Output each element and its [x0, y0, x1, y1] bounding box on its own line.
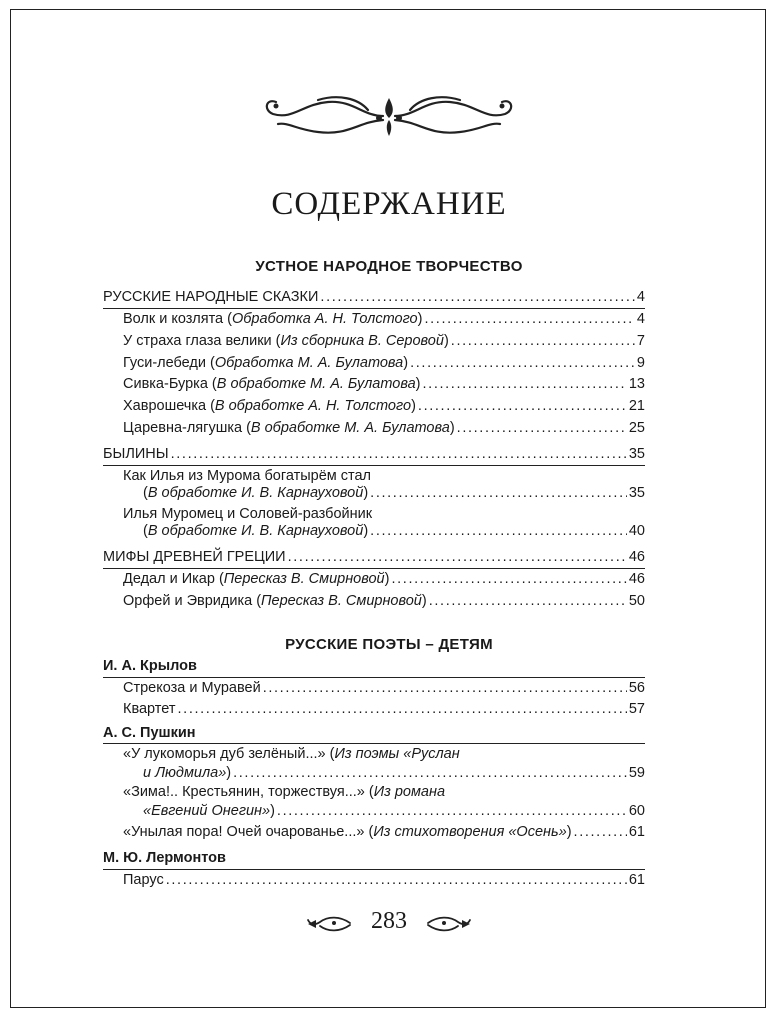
- page-number: 283: [371, 908, 407, 934]
- page-title: СОДЕРЖАНИЕ: [271, 186, 507, 222]
- toc-entry[interactable]: «Унылая пора! Очей очарованье...» (Из стихотворения «Осень») . . . 61: [123, 822, 645, 842]
- section-heading-poets: РУССКИЕ ПОЭТЫ – ДЕТЯМ: [285, 636, 493, 653]
- toc-entry-line: «Зима!.. Крестьянин, торжествуя...» (Из романа: [123, 784, 446, 800]
- author-krylov: И. А. Крылов: [103, 658, 197, 674]
- decorative-ornament-icon: [258, 90, 520, 142]
- toc-entry[interactable]: Волк и козлята (Обработка А. Н. Толстого) . . . 4: [123, 309, 645, 329]
- toc-entry[interactable]: «Евгений Онегин») . . . 60: [143, 801, 645, 821]
- toc-entry[interactable]: Гуси-лебеди (Обработка М. А. Булатова) . . . 9: [123, 353, 645, 373]
- toc-entry[interactable]: Хаврошечка (В обработке А. Н. Толстого) . . . 21: [123, 396, 645, 416]
- author-lermontov: М. Ю. Лермонтов: [103, 850, 226, 866]
- toc-entry[interactable]: (В обработке И. В. Карнауховой) . . . 40: [143, 521, 645, 541]
- author-pushkin: А. С. Пушкин: [103, 725, 196, 741]
- toc-entry[interactable]: и Людмила») . . . 59: [143, 763, 645, 783]
- toc-entry[interactable]: Квартет . . . 57: [123, 699, 645, 719]
- toc-entry[interactable]: Сивка-Бурка (В обработке М. А. Булатова) . . . 13: [123, 374, 645, 394]
- toc-entry-folk-tales[interactable]: РУССКИЕ НАРОДНЫЕ СКАЗКИ . . . 4: [103, 287, 645, 307]
- toc-entry-line: Илья Муромец и Соловей-разбойник: [123, 506, 373, 522]
- toc-entry-bylinas[interactable]: БЫЛИНЫ . . . 35: [103, 444, 645, 464]
- toc-entry-line: «У лукоморья дуб зелёный...» (Из поэмы «Руслан: [123, 746, 460, 762]
- toc-entry[interactable]: Дедал и Икар (Пересказ В. Смирновой) . . . 46: [123, 569, 645, 589]
- toc-entry[interactable]: (В обработке И. В. Карнауховой) . . . 35: [143, 483, 645, 503]
- toc-entry[interactable]: У страха глаза велики (Из сборника В. Серовой) . . . 7: [123, 331, 645, 351]
- toc-entry-line: Как Илья из Мурома богатырём стал: [123, 468, 372, 484]
- toc-entry[interactable]: Орфей и Эвридика (Пересказ В. Смирновой) . . . 50: [123, 591, 645, 611]
- section-heading-folk: УСТНОЕ НАРОДНОЕ ТВОРЧЕСТВО: [255, 258, 523, 275]
- toc-entry-greek-myths[interactable]: МИФЫ ДРЕВНЕЙ ГРЕЦИИ . . . 46: [103, 547, 645, 567]
- toc-entry[interactable]: Царевна-лягушка (В обработке М. А. Булатова) . . . 25: [123, 418, 645, 438]
- toc-entry[interactable]: Парус . . . 61: [123, 870, 645, 890]
- toc-entry[interactable]: Стрекоза и Муравей . . . 56: [123, 678, 645, 698]
